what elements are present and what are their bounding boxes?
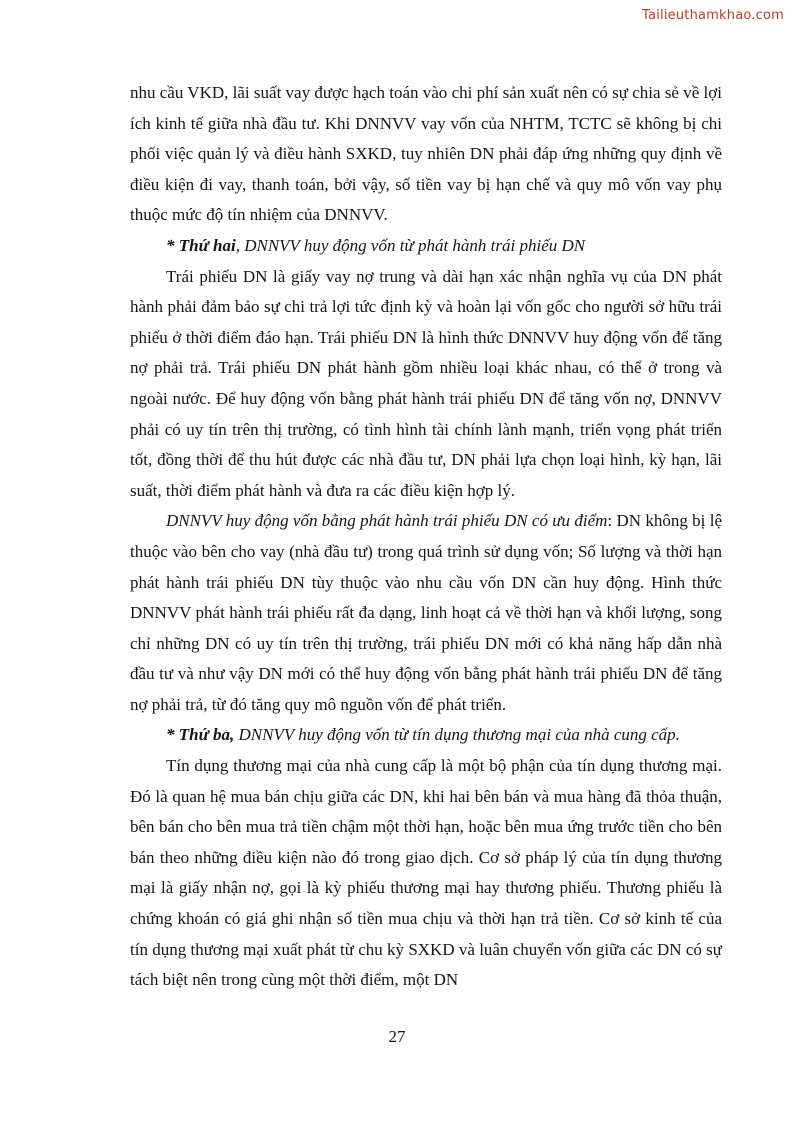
text-run: , DNNVV huy động vốn từ phát hành trái phiếu DN [235, 235, 586, 255]
body-paragraph [130, 262, 722, 507]
body-paragraph [130, 751, 722, 996]
text-run: * Thứ ba, [166, 725, 235, 745]
text-run: Tín dụng thương mại của nhà cung cấp là một bộ phận của tín dụng thương mại. Đó là quan hệ mua bán chịu giữa các DN, khi hai bên bán và mua hàng đã thỏa thuận, bên bán cho bên mua trả tiền chậm một thời hạn, hoặc bên mua ứng trước tiền cho bên bán theo những điều kiện nào đó trong giao dịch. Cơ sở pháp lý của tín dụng thương mại là giấy nhận nợ, gọi là kỳ phiếu thương mại hay thương phiếu. Thương phiếu là chứng khoán có giá ghi nhận số tiền mua chịu và thời hạn trả tiền. Cơ sở kinh tế của tín dụng thương mại xuất phát từ chu kỳ SXKD và luân chuyển vốn giữa các DN có sự tách biệt nên trong cùng một thời điểm, một DN [130, 756, 722, 990]
page-number: 27 [388, 1027, 406, 1046]
document-body [130, 78, 722, 996]
text-run: Trái phiếu DN là giấy vay nợ trung và dài hạn xác nhận nghĩa vụ của DN phát hành phải đảm bảo sự chi trả lợi tức định kỳ và hoàn lại vốn gốc cho người sở hữu trái phiếu ở thời điểm đáo hạn. Trái phiếu DN là hình thức DNNVV huy động vốn để tăng nợ phải trả. Trái phiếu DN phát hành gồm nhiều loại khác nhau, có thể ở trong và ngoài nước. Để huy động vốn bằng phát hành trái phiếu DN để tăng vốn nợ, DNNVV phải có uy tín trên thị trường, có tình hình tài chính lành mạnh, triển vọng phát triển tốt, đồng thời để thu hút được các nhà đầu tư, DN phải lựa chọn loại hình, kỳ hạn, lãi suất, thời điểm phát hành và đưa ra các điều kiện hợp lý. [130, 266, 722, 500]
watermark-text: Tailieuthamkhao.com [642, 8, 784, 23]
body-paragraph [130, 506, 722, 720]
heading-paragraph [130, 231, 722, 262]
text-run: : DN không bị lệ thuộc vào bên cho vay (nhà đầu tư) trong quá trình sử dụng vốn; Số lượng và thời hạn phát hành trái phiếu DN tùy thuộc vào nhu cầu vốn DN cần huy động. Hình thức DNNVV phát hành trái phiếu rất đa dạng, linh hoạt cả về thời hạn và khối lượng, song chỉ những DN có uy tín trên thị trường, trái phiếu DN mới có khả năng hấp dẫn nhà đầu tư và như vậy DN mới có thể huy động vốn bằng phát hành trái phiếu DN để tăng nợ phải trả, từ đó tăng quy mô nguồn vốn để phát triển. [130, 511, 722, 714]
text-run: DNNVV huy động vốn bằng phát hành trái phiếu DN có ưu điểm [166, 511, 608, 531]
text-run: * Thứ hai [166, 235, 236, 255]
heading-paragraph [130, 720, 722, 751]
text-run: DNNVV huy động vốn từ tín dụng thương mại của nhà cung cấp. [234, 725, 680, 745]
text-run: nhu cầu VKD, lãi suất vay được hạch toán vào chi phí sản xuất nên có sự chia sẻ về lợi ích kinh tế giữa nhà đầu tư. Khi DNNVV vay vốn của NHTM, TCTC sẽ không bị chi phối việc quản lý và điều hành SXKD, tuy nhiên DN phải đáp ứng những quy định về điều kiện đi vay, thanh toán, bởi vậy, số tiền vay bị hạn chế và quy mô vốn vay phụ thuộc mức độ tín nhiệm của DNNVV. [130, 83, 722, 225]
body-paragraph [130, 78, 722, 231]
